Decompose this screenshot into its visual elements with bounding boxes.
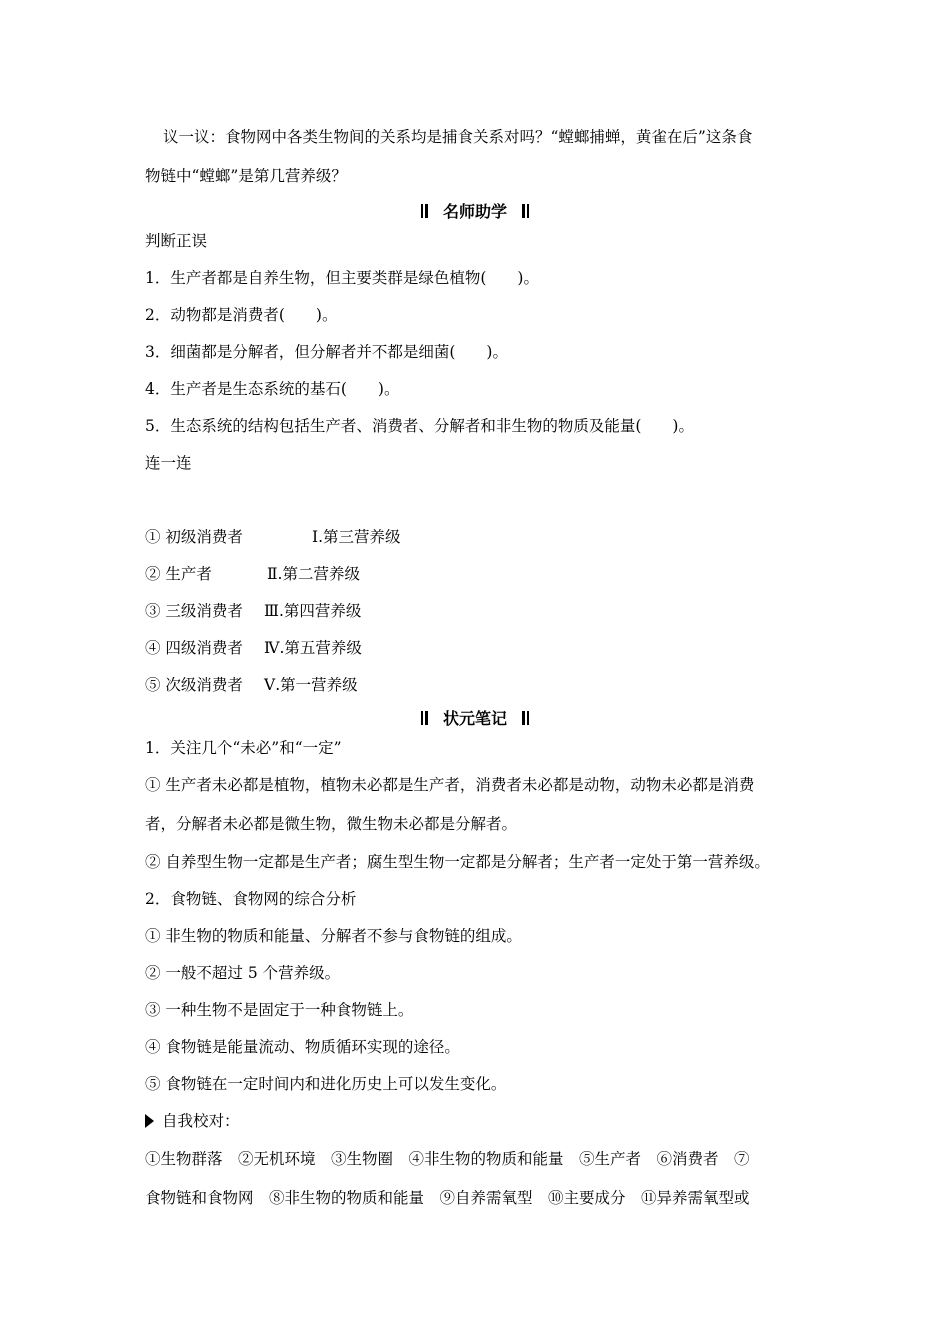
notes-section-2-title: 2．食物链、食物网的综合分析 <box>145 890 357 908</box>
notes-s2-item-3: ③ 一种生物不是固定于一种食物链上。 <box>145 1001 414 1019</box>
self-check-title <box>145 1111 240 1131</box>
notes-s2-item-4: ④ 食物链是能量流动、物质循环实现的途径。 <box>145 1038 460 1056</box>
match-row <box>145 675 358 695</box>
judge-title: 判断正误 <box>145 232 208 250</box>
judge-item-4: 4．生产者是生态系统的基石( )。 <box>145 380 400 398</box>
match-left: ② 生产者 <box>145 565 212 583</box>
section-heading-notes <box>0 708 950 730</box>
judge-item-1: 1．生产者都是自养生物，但主要类群是绿色植物( )。 <box>145 269 539 287</box>
match-left: ③ 三级消费者 <box>145 602 243 620</box>
discuss-line-1: 议一议：食物网中各类生物间的关系均是捕食关系对吗？“螳螂捕蝉，黄雀在后”这条食 <box>163 128 753 146</box>
notes-s2-item-2: ② 一般不超过 5 个营养级。 <box>145 964 341 982</box>
match-left: ④ 四级消费者 <box>145 639 243 657</box>
self-check-line-2: 食物链和食物网 ⑧非生物的物质和能量 ⑨自养需氧型 ⑩主要成分 ⑪异养需氧型或 <box>145 1189 750 1207</box>
notes-section-1-title: 1．关注几个“未必”和“一定” <box>145 739 342 757</box>
double-bar-right-icon <box>521 201 530 223</box>
notes-s1-p1-line2: 者，分解者未必都是微生物，微生物未必都是分解者。 <box>145 815 518 833</box>
match-row <box>145 564 360 584</box>
arrow-marker-icon <box>145 1114 154 1128</box>
notes-s1-p2: ② 自养型生物一定都是生产者；腐生型生物一定都是分解者；生产者一定处于第一营养级。 <box>145 853 770 871</box>
judge-item-5: 5．生态系统的结构包括生产者、消费者、分解者和非生物的物质及能量( )。 <box>145 417 694 435</box>
heading-notes-text: 状元笔记 <box>442 709 507 728</box>
notes-s2-item-5: ⑤ 食物链在一定时间内和进化历史上可以发生变化。 <box>145 1075 507 1093</box>
match-left: ① 初级消费者 <box>145 528 243 546</box>
match-title: 连一连 <box>145 454 192 472</box>
section-heading-teacher <box>0 201 950 223</box>
match-row <box>145 601 362 621</box>
match-right: Ⅴ.第一营养级 <box>264 676 358 694</box>
match-right: Ⅲ.第四营养级 <box>264 602 362 620</box>
double-bar-left-icon <box>420 201 429 223</box>
match-row <box>145 527 401 547</box>
judge-item-3: 3．细菌都是分解者，但分解者并不都是细菌( )。 <box>145 343 508 361</box>
self-check-title-text: 自我校对： <box>162 1112 240 1130</box>
heading-teacher-text: 名师助学 <box>442 202 507 221</box>
double-bar-right-icon <box>521 708 530 730</box>
discuss-line-2: 物链中“螳螂”是第几营养级？ <box>145 167 347 185</box>
match-right: Ⅰ.第三营养级 <box>312 528 401 546</box>
notes-s2-item-1: ① 非生物的物质和能量、分解者不参与食物链的组成。 <box>145 927 522 945</box>
match-right: Ⅱ.第二营养级 <box>267 565 360 583</box>
self-check-line-1: ①生物群落 ②无机环境 ③生物圈 ④非生物的物质和能量 ⑤生产者 ⑥消费者 ⑦ <box>145 1150 750 1168</box>
double-bar-left-icon <box>420 708 429 730</box>
match-right: Ⅳ.第五营养级 <box>264 639 362 657</box>
judge-item-2: 2．动物都是消费者( )。 <box>145 306 338 324</box>
notes-s1-p1-line1: ① 生产者未必都是植物，植物未必都是生产者，消费者未必都是动物，动物未必都是消费 <box>145 776 755 794</box>
match-left: ⑤ 次级消费者 <box>145 676 243 694</box>
match-row <box>145 638 362 658</box>
